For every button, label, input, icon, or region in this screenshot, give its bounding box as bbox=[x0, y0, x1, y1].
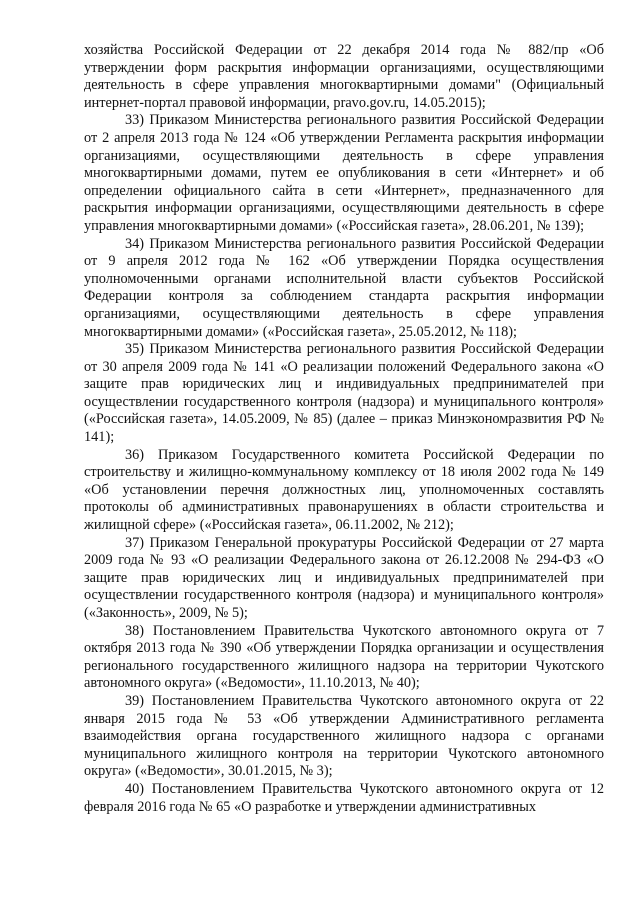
list-item-35: 35) Приказом Министерства регионального развития Российской Федерации от 30 апреля 2009 года № 141 «О реализации положений Федерального закона «О защите прав юридических лиц и индивидуальных предпринимателей при осуществлении государственного контроля (надзора) и муниципального контроля» («Российская газета», 14.05.2009, № 85) (далее – приказ Минэкономразвития РФ № 141); bbox=[84, 341, 604, 446]
list-item-36: 36) Приказом Государственного комитета Российской Федерации по строительству и жилищно-коммунальному комплексу от 18 июля 2002 года № 149 «Об установлении перечня должностных лиц, уполномоченных составлять протоколы об административных правонарушениях в области строительства и жилищной сфере» («Российская газета», 06.11.2002, № 212); bbox=[84, 446, 604, 534]
list-item-37: 37) Приказом Генеральной прокуратуры Российской Федерации от 27 марта 2009 года № 93 «О реализации Федерального закона от 26.12.2008 № 294-ФЗ «О защите прав юридических лиц и индивидуальных предпринимателей при осуществлении государственного контроля (надзора) и муниципального контроля» («Законность», 2009, № 5); bbox=[84, 534, 604, 621]
document-page bbox=[84, 42, 604, 816]
list-item-40: 40) Постановлением Правительства Чукотского автономного округа от 12 февраля 2016 года № 65 «О разработке и утверждении административных bbox=[84, 780, 604, 815]
list-item-34: 34) Приказом Министерства регионального развития Российской Федерации от 9 апреля 2012 года № 162 «Об утверждении Порядка осуществления уполномоченными органами исполнительной власти субъектов Российской Федерации контроля за соблюдением стандарта раскрытия информации организациями, осуществляющими деятельность в сфере управления многоквартирными домами» («Российская газета», 25.05.2012, № 118); bbox=[84, 235, 604, 340]
paragraph-continuation: хозяйства Российской Федерации от 22 декабря 2014 года № 882/пр «Об утверждении форм раскрытия информации организациями, осуществляющими деятельность в сфере управления многоквартирными домами" (Официальный интернет-портал правовой информации, pravo.gov.ru, 14.05.2015); bbox=[84, 42, 604, 111]
list-item-38: 38) Постановлением Правительства Чукотского автономного округа от 7 октября 2013 года № 390 «Об утверждении Порядка организации и осуществления регионального государственного жилищного надзора на территории Чукотского автономного округа» («Ведомости», 11.10.2013, № 40); bbox=[84, 622, 604, 692]
list-item-39: 39) Постановлением Правительства Чукотского автономного округа от 22 января 2015 года № 53 «Об утверждении Административного регламента взаимодействия органа государственного жилищного надзора с органами муниципального жилищного контроля на территории Чукотского автономного округа» («Ведомости», 30.01.2015, № 3); bbox=[84, 692, 604, 780]
list-item-33: 33) Приказом Министерства регионального развития Российской Федерации от 2 апреля 2013 года № 124 «Об утверждении Регламента раскрытия информации организациями, осуществляющими деятельность в сфере управления многоквартирными домами, путем ее опубликования в сети «Интернет» и об определении официального сайта в сети «Интернет», предназначенного для раскрытия информации организациями, осуществляющими деятельность в сфере управления многоквартирными домами» («Российская газета», 28.06.201, № 139); bbox=[84, 112, 604, 234]
